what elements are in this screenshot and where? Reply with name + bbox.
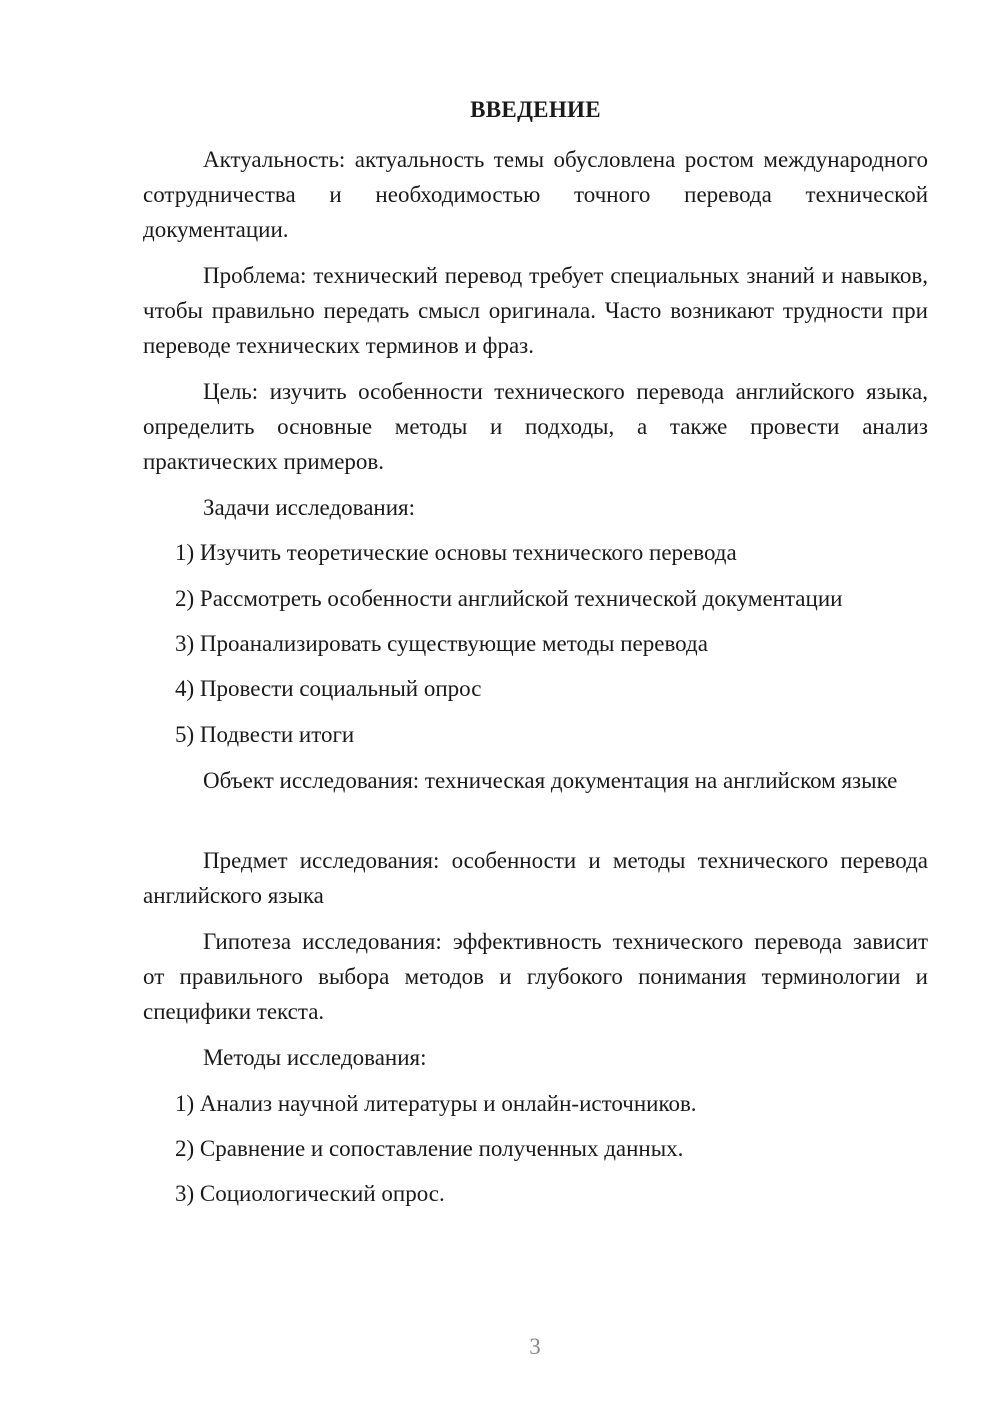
task-item: 3) Проанализировать существующие методы перевода	[175, 631, 708, 656]
tasks-title: Задачи исследования:	[203, 495, 416, 520]
task-item: 1) Изучить теоретические основы технического перевода	[175, 540, 737, 565]
object-paragraph: Объект исследования: техническая документация на английском языке	[203, 768, 898, 793]
methods-title: Методы исследования:	[203, 1045, 427, 1070]
hypothesis-paragraph: Гипотеза исследования: эффективность технического перевода зависит от правильного выбора методов и глубокого понимания терминологии и специфики текста.	[143, 929, 928, 1024]
page-number: 3	[529, 1334, 541, 1359]
goal-paragraph: Цель: изучить особенности технического перевода английского языка, определить основные методы и подходы, а также провести анализ практических примеров.	[143, 379, 928, 474]
method-item: 1) Анализ научной литературы и онлайн-источников.	[175, 1091, 697, 1116]
relevance-paragraph: Актуальность: актуальность темы обусловлена ростом международного сотрудничества и необходимостью точного перевода технической документации.	[143, 147, 928, 242]
method-item: 2) Сравнение и сопоставление полученных данных.	[175, 1136, 684, 1161]
problem-paragraph: Проблема: технический перевод требует специальных знаний и навыков, чтобы правильно передать смысл оригинала. Часто возникают трудности при переводе технических терминов и фраз.	[143, 263, 928, 358]
section-heading: ВВЕДЕНИЕ	[470, 97, 601, 122]
task-item: 4) Провести социальный опрос	[175, 676, 482, 701]
subject-paragraph: Предмет исследования: особенности и методы технического перевода английского языка	[143, 848, 928, 908]
task-item: 2) Рассмотреть особенности английской технической документации	[175, 586, 843, 611]
method-item: 3) Социологический опрос.	[175, 1181, 445, 1206]
task-item: 5) Подвести итоги	[175, 722, 355, 747]
